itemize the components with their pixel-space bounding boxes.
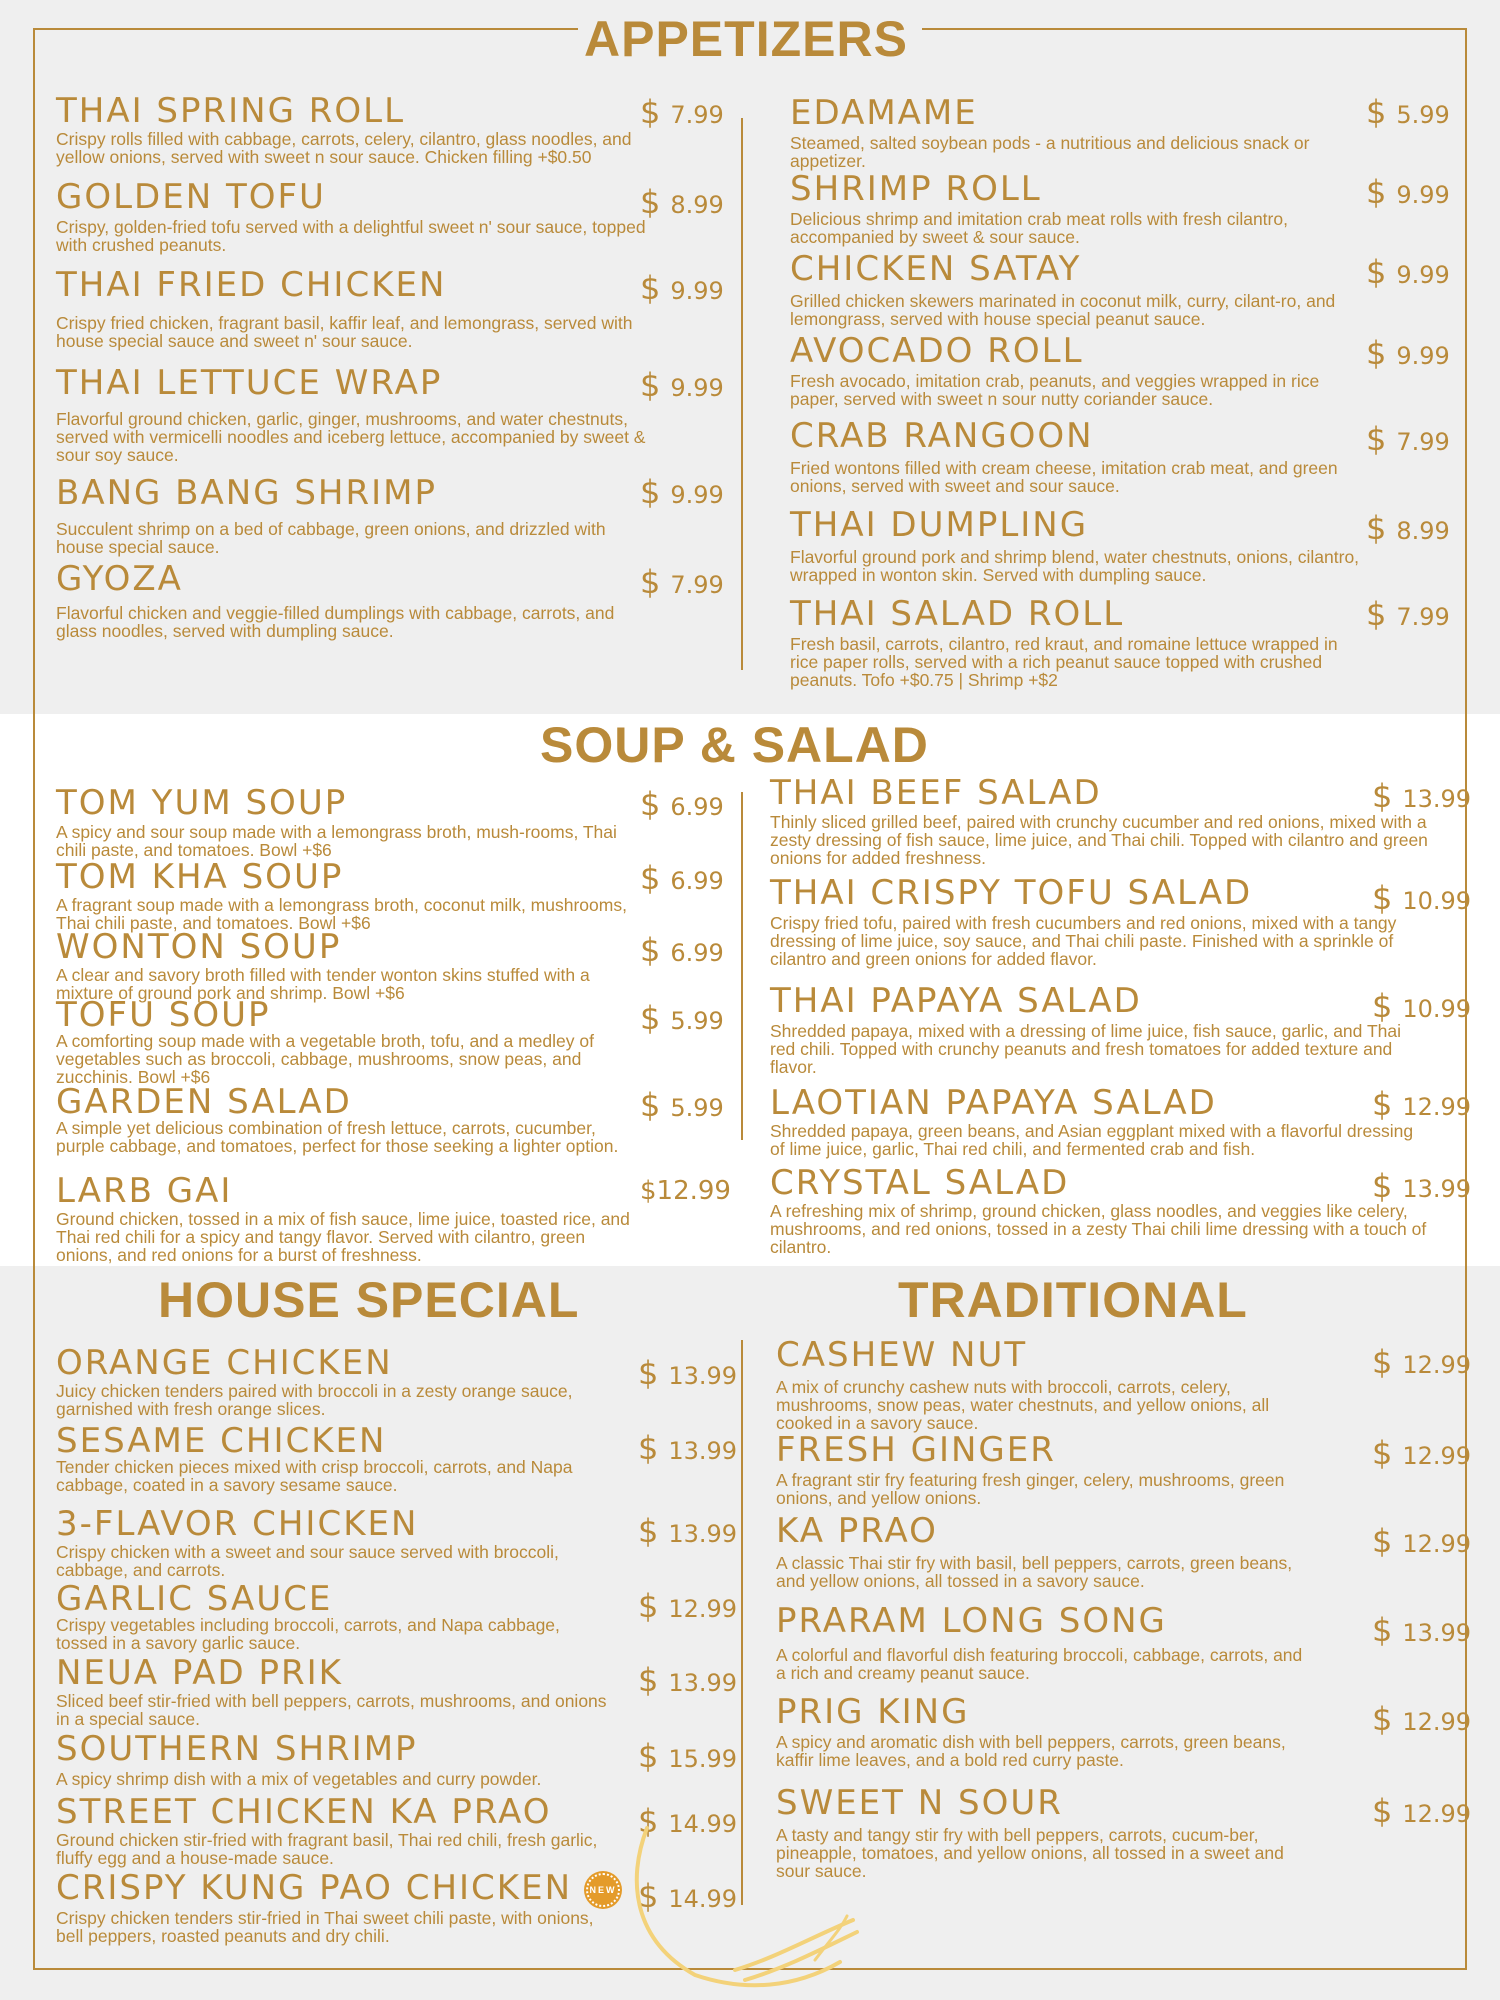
currency-symbol: $ <box>1366 420 1387 458</box>
menu-item-description: Flavorful chicken and veggie-filled dumplings with cabbage, carrots, and glass noodles, served with dumpling sauce. <box>56 602 615 641</box>
menu-item <box>790 93 1370 171</box>
currency-symbol: $ <box>1366 93 1387 131</box>
menu-item-price <box>1372 1434 1472 1472</box>
price-amount: 12.99 <box>1402 1530 1472 1558</box>
column-divider-soup <box>741 792 743 1140</box>
menu-item <box>56 1504 616 1580</box>
menu-item-name-text: CASHEW NUT <box>776 1335 1028 1375</box>
menu-item <box>56 857 646 933</box>
price-amount: 13.99 <box>668 1362 738 1390</box>
menu-item-description: Juicy chicken tenders paired with broccoli in a zesty orange sauce, garnished with fresh orange slices. <box>56 1380 573 1419</box>
section-title-traditional: TRADITIONAL <box>898 1272 1248 1328</box>
menu-item-name <box>790 594 1370 634</box>
currency-symbol: $ <box>640 999 661 1037</box>
menu-item-name <box>56 91 646 131</box>
currency-symbol: $ <box>1372 879 1393 917</box>
price-amount: 14.99 <box>668 1885 738 1913</box>
menu-item <box>56 1082 646 1156</box>
currency-symbol: $ <box>640 183 661 221</box>
price-amount: 13.99 <box>668 1520 738 1548</box>
menu-item-name-text: WONTON SOUP <box>56 927 342 967</box>
price-amount: 5.99 <box>1396 101 1450 129</box>
currency-symbol: $ <box>640 366 661 404</box>
menu-item-description: A colorful and flavorful dish featuring broccoli, cabbage, carrots, and a rich and creamy peanut sauce. <box>776 1644 1303 1683</box>
menu-item-name-text: LARB GAI <box>56 1171 233 1211</box>
price-amount: 6.99 <box>670 793 724 821</box>
menu-item-name-text: AVOCADO ROLL <box>790 331 1084 371</box>
menu-item-price <box>638 1354 738 1392</box>
menu-item-name <box>776 1692 1316 1732</box>
menu-item <box>776 1335 1316 1433</box>
price-amount: 12.99 <box>1402 1442 1472 1470</box>
menu-item-name <box>770 873 1430 913</box>
menu-item-name-text: SOUTHERN SHRIMP <box>56 1729 418 1769</box>
menu-item-price <box>638 1512 738 1550</box>
menu-item-name-text: THAI DUMPLING <box>790 505 1089 545</box>
menu-item <box>56 995 646 1087</box>
menu-item-price <box>1366 334 1450 372</box>
menu-item-name-text: THAI LETTUCE WRAP <box>56 363 443 403</box>
price-amount: 12.99 <box>1402 1800 1472 1828</box>
menu-item-description: Crispy, golden-fried tofu served with a delightful sweet n' sour sauce, topped with crushed peanuts. <box>56 216 646 255</box>
menu-item-description: Fresh basil, carrots, cilantro, red kraut, and romaine lettuce wrapped in rice paper rolls, served with a rich peanut sauce topped with crushed peanuts. Tofo +$0.75 | Shrimp +$2 <box>790 633 1338 690</box>
menu-item-price <box>640 269 724 307</box>
menu-item-description: Flavorful ground pork and shrimp blend, water chestnuts, onions, cilantro, wrapped in wonton skin. Served with dumpling sauce. <box>790 546 1360 585</box>
menu-item-name <box>56 1504 616 1544</box>
menu-item-description: A simple yet delicious combination of fresh lettuce, carrots, cucumber, purple cabbage, and tomatoes, perfect for those seeking a lighter option. <box>56 1117 619 1156</box>
menu-item-name <box>56 363 646 403</box>
menu-item-description: Succulent shrimp on a bed of cabbage, green onions, and drizzled with house special sauce. <box>56 518 606 557</box>
frame-top-left <box>33 28 578 30</box>
menu-item <box>56 473 646 557</box>
currency-symbol: $ <box>638 1512 659 1550</box>
menu-item-description: Ground chicken, tossed in a mix of fish sauce, lime juice, toasted rice, and Thai red chili for a spicy and tangy flavor. Served with cilantro, green onions, and red onions for a burst of freshness. <box>56 1208 630 1265</box>
menu-item-name <box>56 1792 616 1832</box>
menu-item-price <box>1372 1522 1472 1560</box>
currency-symbol: $ <box>638 1587 659 1625</box>
menu-item-price <box>1366 173 1450 211</box>
menu-item-name-text: PRIG KING <box>776 1692 970 1732</box>
menu-item <box>56 559 646 641</box>
menu-item <box>776 1511 1316 1591</box>
currency-symbol: $ <box>1372 1167 1393 1205</box>
menu-item-price <box>640 1178 731 1204</box>
menu-item-name <box>776 1783 1316 1823</box>
menu-item-description: Sliced beef stir-fried with bell peppers, carrots, mushrooms, and onions in a special sauce. <box>56 1690 607 1729</box>
menu-item <box>770 1163 1430 1257</box>
menu-item-name <box>56 265 646 305</box>
menu-item-name-text: CRISPY KUNG PAO CHICKEN <box>56 1868 573 1908</box>
menu-item-price <box>1372 777 1472 815</box>
menu-item-name <box>56 1421 616 1461</box>
menu-item <box>790 416 1370 496</box>
menu-item-name-text: KA PRAO <box>776 1511 938 1551</box>
menu-item-name-text: THAI PAPAYA SALAD <box>770 981 1142 1021</box>
menu-item-name <box>56 1171 646 1211</box>
menu-item-name-text: 3-FLAVOR CHICKEN <box>56 1504 419 1544</box>
menu-item-name-text: TOM KHA SOUP <box>56 857 344 897</box>
menu-item <box>56 1421 616 1495</box>
menu-item <box>56 363 646 465</box>
menu-item-name <box>790 93 1370 133</box>
menu-item-name <box>790 169 1370 209</box>
price-amount: 10.99 <box>1402 887 1472 915</box>
section-title-soup-salad: SOUP & SALAD <box>540 717 929 773</box>
menu-item <box>56 1653 616 1729</box>
menu-item-name <box>56 473 646 513</box>
menu-item-name <box>776 1601 1316 1641</box>
menu-item-name-text: LAOTIAN PAPAYA SALAD <box>770 1083 1217 1123</box>
menu-item-name-text: TOFU SOUP <box>56 995 271 1035</box>
section-title-house-special: HOUSE SPECIAL <box>158 1272 580 1328</box>
menu-item-name-text: CRAB RANGOON <box>790 416 1094 456</box>
menu-item-name-text: STREET CHICKEN KA PRAO <box>56 1792 552 1832</box>
menu-item-name-text: GARLIC SAUCE <box>56 1579 333 1619</box>
menu-item-price <box>640 931 724 969</box>
menu-item <box>56 1579 616 1653</box>
frame-left <box>33 28 35 1970</box>
menu-item-name-text: PRARAM LONG SONG <box>776 1601 1167 1641</box>
menu-item <box>770 1083 1430 1159</box>
menu-item-name-text: CHICKEN SATAY <box>790 249 1082 289</box>
menu-item-price <box>1366 509 1450 547</box>
menu-item-name-text: THAI SALAD ROLL <box>790 594 1125 634</box>
menu-item-name-text: BANG BANG SHRIMP <box>56 473 437 513</box>
menu-item-price <box>1372 987 1472 1025</box>
menu-item-price <box>640 183 724 221</box>
price-amount: 9.99 <box>670 481 724 509</box>
menu-item-price <box>640 563 724 601</box>
currency-symbol: $ <box>1366 595 1387 633</box>
menu-item-name <box>770 1083 1430 1123</box>
price-amount: 7.99 <box>670 101 724 129</box>
menu-item <box>56 265 646 351</box>
menu-item-price <box>640 1086 724 1124</box>
price-amount: 13.99 <box>1402 785 1472 813</box>
menu-item-description: Fried wontons filled with cream cheese, imitation crab meat, and green onions, served with sweet and sour sauce. <box>790 457 1338 496</box>
currency-symbol: $ <box>1372 1611 1393 1649</box>
price-amount: 7.99 <box>1396 603 1450 631</box>
menu-item-description: A refreshing mix of shrimp, ground chicken, glass noodles, and veggies like celery, mushrooms, and red onions, tossed in a zesty Thai chili lime dressing with a touch of cilantro. <box>770 1200 1427 1257</box>
price-amount: 10.99 <box>1402 995 1472 1023</box>
price-amount: 9.99 <box>1396 342 1450 370</box>
currency-symbol: $ <box>640 785 661 823</box>
menu-item <box>56 1792 616 1868</box>
menu-item-price <box>1366 253 1450 291</box>
menu-item-name-text: ORANGE CHICKEN <box>56 1343 393 1383</box>
menu-item-name-text: TOM YUM SOUP <box>56 783 348 823</box>
frame-top-right <box>922 28 1467 30</box>
menu-item <box>776 1430 1316 1508</box>
menu-item-name <box>776 1335 1316 1375</box>
menu-item-name <box>56 857 646 897</box>
menu-item-name <box>790 249 1370 289</box>
menu-item-price <box>1366 595 1450 633</box>
menu-item-name-text: EDAMAME <box>790 93 978 133</box>
price-amount: 9.99 <box>1396 181 1450 209</box>
price-amount: 12.99 <box>1402 1351 1472 1379</box>
menu-item <box>776 1601 1316 1683</box>
currency-symbol: $ <box>638 1354 659 1392</box>
menu-item <box>56 1343 616 1419</box>
price-amount: $12.99 <box>640 1176 731 1206</box>
menu-item-description: Shredded papaya, green beans, and Asian eggplant mixed with a flavorful dressing of lime juice, garlic, Thai red chili, and fermented crab and fish. <box>770 1120 1414 1159</box>
menu-item-name-text: FRESH GINGER <box>776 1430 1056 1470</box>
menu-item-description: A classic Thai stir fry with basil, bell peppers, carrots, green beans, and yellow onions, all tossed in a savory sauce. <box>776 1552 1293 1591</box>
currency-symbol: $ <box>640 859 661 897</box>
menu-item-price <box>640 859 724 897</box>
menu-item-price <box>1372 1700 1472 1738</box>
menu-item <box>790 169 1370 247</box>
menu-item <box>770 873 1430 969</box>
currency-symbol: $ <box>1366 173 1387 211</box>
menu-item-name <box>56 559 646 599</box>
menu-item-name <box>56 1579 616 1619</box>
menu-item-name <box>56 1729 616 1769</box>
menu-item <box>56 783 646 860</box>
menu-item-name <box>56 1343 616 1383</box>
currency-symbol: $ <box>1372 1085 1393 1123</box>
menu-item-description: A tasty and tangy stir fry with bell peppers, carrots, cucum-ber, pineapple, tomatoes, and yellow onions, all tossed in a sweet and sour sauce. <box>776 1824 1284 1881</box>
menu-item-price <box>1366 93 1450 131</box>
price-amount: 9.99 <box>1396 261 1450 289</box>
menu-item <box>56 91 646 167</box>
menu-item-name-text: THAI FRIED CHICKEN <box>56 265 447 305</box>
chopsticks-decoration <box>625 1820 865 1990</box>
menu-item <box>776 1692 1316 1770</box>
price-amount: 13.99 <box>668 1669 738 1697</box>
menu-item-description: A mix of crunchy cashew nuts with broccoli, carrots, celery, mushrooms, snow peas, water chestnuts, and yellow onions, all cooked in a savory sauce. <box>776 1376 1270 1433</box>
price-amount: 12.99 <box>1402 1708 1472 1736</box>
price-amount: 9.99 <box>670 277 724 305</box>
currency-symbol: $ <box>1372 1434 1393 1472</box>
new-badge: NEW <box>586 1873 620 1907</box>
price-amount: 8.99 <box>670 191 724 219</box>
menu-item-name-text: SWEET N SOUR <box>776 1783 1063 1823</box>
currency-symbol: $ <box>640 563 661 601</box>
menu-item-description: Grilled chicken skewers marinated in coconut milk, curry, cilant-ro, and lemongrass, served with house special peanut sauce. <box>790 290 1336 329</box>
menu-item-description: A spicy and sour soup made with a lemongrass broth, mush-rooms, Thai chili paste, and tomatoes. Bowl +$6 <box>56 821 617 860</box>
menu-item-description: Tender chicken pieces mixed with crisp broccoli, carrots, and Napa cabbage, coated in a savory sesame sauce. <box>56 1456 573 1495</box>
price-amount: 12.99 <box>668 1595 738 1623</box>
menu-item-name-text: GYOZA <box>56 559 183 599</box>
menu-item <box>790 505 1370 585</box>
menu-item-description: Fresh avocado, imitation crab, peanuts, and veggies wrapped in rice paper, served with sweet n sour nutty coriander sauce. <box>790 370 1320 409</box>
menu-item-price <box>638 1661 738 1699</box>
menu-item-name <box>56 783 646 823</box>
currency-symbol: $ <box>638 1802 659 1840</box>
menu-item-name <box>56 177 646 217</box>
menu-item <box>56 927 646 1003</box>
currency-symbol: $ <box>1372 1343 1393 1381</box>
menu-item-name <box>776 1511 1316 1551</box>
menu-item-description: Crispy vegetables including broccoli, carrots, and Napa cabbage, tossed in a savory garlic sauce. <box>56 1614 560 1653</box>
menu-item-name-text: THAI CRISPY TOFU SALAD <box>770 873 1253 913</box>
price-amount: 6.99 <box>670 939 724 967</box>
price-amount: 8.99 <box>1396 517 1450 545</box>
menu-item-name-text: SHRIMP ROLL <box>790 169 1042 209</box>
menu-item-name-text: THAI BEEF SALAD <box>770 773 1102 813</box>
menu-item-price <box>638 1737 738 1775</box>
menu-item-price <box>640 785 724 823</box>
menu-item-price <box>638 1587 738 1625</box>
menu-item-name <box>790 416 1370 456</box>
currency-symbol: $ <box>638 1877 659 1915</box>
price-amount: 7.99 <box>670 571 724 599</box>
menu-item-price <box>1372 1792 1472 1830</box>
menu-item <box>56 177 646 255</box>
menu-item-name-text: THAI SPRING ROLL <box>56 91 406 131</box>
menu-item <box>790 249 1370 329</box>
currency-symbol: $ <box>638 1737 659 1775</box>
menu-item-price <box>640 93 724 131</box>
currency-symbol: $ <box>640 473 661 511</box>
price-amount: 6.99 <box>670 867 724 895</box>
menu-item-name-text: GOLDEN TOFU <box>56 177 326 217</box>
menu-item-description: Crispy fried tofu, paired with fresh cucumbers and red onions, mixed with a tangy dressing of lime juice, soy sauce, and Thai chili paste. Finished with a sprinkle of cilantro and green onions for added flavor. <box>770 912 1397 969</box>
currency-symbol: $ <box>1372 1522 1393 1560</box>
menu-item-description: Delicious shrimp and imitation crab meat rolls with fresh cilantro, accompanied by sweet & sour sauce. <box>790 208 1288 247</box>
column-divider-appetizers <box>741 118 743 670</box>
menu-item <box>56 1868 620 1946</box>
menu-item-name-text: SESAME CHICKEN <box>56 1421 387 1461</box>
menu-item-description: Crispy fried chicken, fragrant basil, kaffir leaf, and lemongrass, served with house special sauce and sweet n' sour sauce. <box>56 312 633 351</box>
currency-symbol: $ <box>640 1086 661 1124</box>
currency-symbol: $ <box>1372 987 1393 1025</box>
menu-item-description: Ground chicken stir-fried with fragrant basil, Thai red chili, fresh garlic, fluffy egg and a house-made sauce. <box>56 1829 598 1868</box>
menu-item-description: A clear and savory broth filled with tender wonton skins stuffed with a mixture of ground pork and shrimp. Bowl +$6 <box>56 964 590 1003</box>
currency-symbol: $ <box>1372 777 1393 815</box>
menu-item-description: Flavorful ground chicken, garlic, ginger, mushrooms, and water chestnuts, served with vermicelli noodles and iceberg lettuce, accompanied by sweet & sour soy sauce. <box>56 408 646 465</box>
menu-item-price <box>640 473 724 511</box>
menu-item-name <box>56 995 646 1035</box>
menu-item-name <box>770 1163 1430 1203</box>
menu-item-description: Crispy rolls filled with cabbage, carrots, celery, cilantro, glass noodles, and yellow onions, served with sweet n sour sauce. Chicken filling +$0.50 <box>56 128 632 167</box>
menu-item-price <box>1372 1085 1472 1123</box>
menu-item-price <box>1366 420 1450 458</box>
menu-item <box>770 773 1430 868</box>
currency-symbol: $ <box>640 93 661 131</box>
menu-item-price <box>1372 1611 1472 1649</box>
menu-item-description: Steamed, salted soybean pods - a nutritious and delicious snack or appetizer. <box>790 132 1310 171</box>
price-amount: 13.99 <box>668 1437 738 1465</box>
menu-item-name <box>770 981 1430 1021</box>
menu-item <box>56 1729 616 1789</box>
price-amount: 13.99 <box>1402 1619 1472 1647</box>
menu-item-price <box>1372 879 1472 917</box>
menu-item-description: Crispy chicken with a sweet and sour sauce served with broccoli, cabbage, and carrots. <box>56 1541 559 1580</box>
menu-item-name-text: CRYSTAL SALAD <box>770 1163 1070 1203</box>
menu-item-name <box>790 505 1370 545</box>
menu-item <box>56 1171 646 1265</box>
menu-item-name <box>56 1082 646 1122</box>
price-amount: 5.99 <box>670 1007 724 1035</box>
menu-item-description: Crispy chicken tenders stir-fried in Thai sweet chili paste, with onions, bell peppers, roasted peanuts and dry chili. <box>56 1907 594 1946</box>
menu-item-name <box>56 1653 616 1693</box>
menu-item-name <box>770 773 1430 813</box>
price-amount: 15.99 <box>668 1745 738 1773</box>
menu-item-name <box>790 331 1370 371</box>
menu-item <box>790 331 1370 409</box>
currency-symbol: $ <box>1366 334 1387 372</box>
section-title-appetizers: APPETIZERS <box>584 11 908 67</box>
price-amount: 13.99 <box>1402 1175 1472 1203</box>
menu-item-description: A fragrant stir fry featuring fresh ginger, celery, mushrooms, green onions, and yellow onions. <box>776 1469 1285 1508</box>
currency-symbol: $ <box>638 1661 659 1699</box>
currency-symbol: $ <box>1366 509 1387 547</box>
menu-item <box>770 981 1430 1077</box>
currency-symbol: $ <box>640 269 661 307</box>
menu-item-price <box>640 366 724 404</box>
menu-item-name-text: GARDEN SALAD <box>56 1082 352 1122</box>
menu-item-description: A fragrant soup made with a lemongrass broth, coconut milk, mushrooms, Thai chili paste, and tomatoes. Bowl +$6 <box>56 894 627 933</box>
menu-item <box>790 594 1370 690</box>
price-amount: 12.99 <box>1402 1093 1472 1121</box>
menu-item-name <box>56 1868 620 1908</box>
menu-item-price <box>1372 1343 1472 1381</box>
menu-item-name <box>776 1430 1316 1470</box>
menu-item-description: A spicy and aromatic dish with bell peppers, carrots, green beans, kaffir lime leaves, and a bold red curry paste. <box>776 1731 1286 1770</box>
currency-symbol: $ <box>1366 253 1387 291</box>
menu-item-price <box>1372 1167 1472 1205</box>
price-amount: 5.99 <box>670 1094 724 1122</box>
currency-symbol: $ <box>638 1429 659 1467</box>
price-amount: 14.99 <box>668 1810 738 1838</box>
currency-symbol: $ <box>640 931 661 969</box>
menu-item-description: Shredded papaya, mixed with a dressing of lime juice, fish sauce, garlic, and Thai red chili. Topped with crunchy peanuts and fresh tomatoes for added texture and flavor. <box>770 1020 1401 1077</box>
menu-item-name-text: NEUA PAD PRIK <box>56 1653 343 1693</box>
menu-item-description: A comforting soup made with a vegetable broth, tofu, and a medley of vegetables such as broccoli, cabbage, mushrooms, snow peas, and zucchinis. Bowl +$6 <box>56 1030 594 1087</box>
currency-symbol: $ <box>1372 1792 1393 1830</box>
price-amount: 7.99 <box>1396 428 1450 456</box>
price-amount: 9.99 <box>670 374 724 402</box>
menu-item-price <box>640 999 724 1037</box>
menu-item-name <box>56 927 646 967</box>
menu-item-description: Thinly sliced grilled beef, paired with crunchy cucumber and red onions, mixed with a zesty dressing of fish sauce, lime juice, and Thai chili. Topped with cilantro and green onions for added freshness. <box>770 811 1428 868</box>
currency-symbol: $ <box>1372 1700 1393 1738</box>
menu-item-price <box>638 1429 738 1467</box>
menu-item-description: A spicy shrimp dish with a mix of vegetables and curry powder. <box>56 1768 542 1789</box>
